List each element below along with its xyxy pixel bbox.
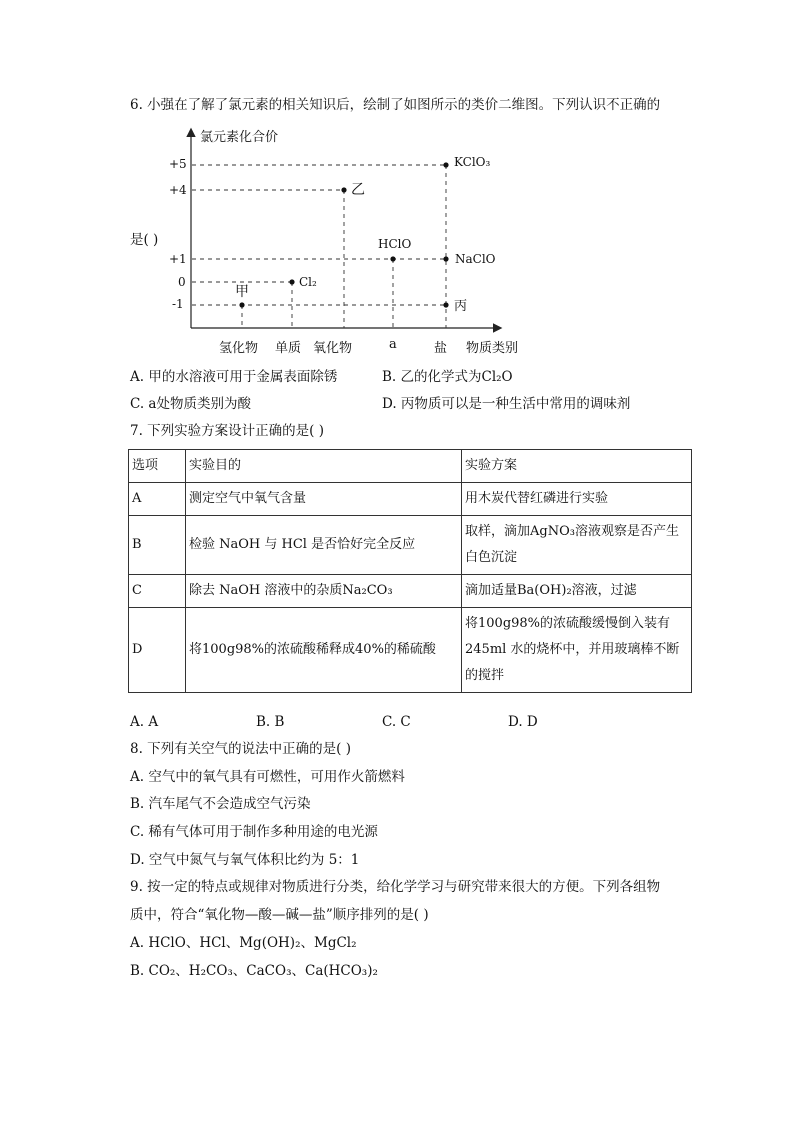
q6-stem-line2: 是( ) xyxy=(130,232,159,248)
q6-option-c[interactable]: C. a处物质类别为酸 xyxy=(130,396,251,412)
label-hclo: HClO xyxy=(378,237,412,251)
label-naclo: NaClO xyxy=(455,252,496,266)
cell-option: C xyxy=(129,575,186,608)
q9-stem-line2: 质中，符合“氧化物—酸—碱—盐”顺序排列的是( ) xyxy=(130,907,429,923)
label-yi: 乙 xyxy=(351,182,365,198)
x-cat-a: a xyxy=(389,337,397,352)
q9-option-a[interactable]: A. HClO、HCl、Mg(OH)₂、MgCl₂ xyxy=(130,935,357,951)
label-bing: 丙 xyxy=(454,299,468,314)
point-naclo xyxy=(443,256,448,261)
table-header-row xyxy=(129,450,692,483)
cell-option: B xyxy=(129,516,186,575)
cell-option: D xyxy=(129,608,186,693)
x-cat-salt: 盐 xyxy=(434,341,448,356)
x-axis-title: 物质类别 xyxy=(466,341,519,356)
cell-plan: 取样，滴加AgNO₃溶液观察是否产生白色沉淀 xyxy=(462,516,692,575)
y-tick-plus5: +5 xyxy=(169,157,187,171)
q7-option-a[interactable]: A. A xyxy=(130,714,159,730)
table-row xyxy=(129,516,692,575)
x-cat-element: 单质 xyxy=(275,341,302,356)
cell-goal: 除去 NaOH 溶液中的杂质Na₂CO₃ xyxy=(186,575,462,608)
q8-option-c[interactable]: C. 稀有气体可用于制作多种用途的电光源 xyxy=(130,824,378,840)
point-kclo3 xyxy=(443,162,448,167)
q6-option-a[interactable]: A. 甲的水溶液可用于金属表面除锈 xyxy=(130,369,338,385)
q7-stem: 7. 下列实验方案设计正确的是( ) xyxy=(130,423,324,439)
header-option: 选项 xyxy=(129,450,186,483)
point-jia xyxy=(239,302,244,307)
x-cat-hydride: 氢化物 xyxy=(219,341,259,356)
y-tick-minus1: -1 xyxy=(172,297,184,311)
table-row xyxy=(129,483,692,516)
label-cl2: Cl₂ xyxy=(299,275,317,289)
point-hclo xyxy=(390,256,395,261)
q8-option-d[interactable]: D. 空气中氮气与氧气体积比约为 5：1 xyxy=(130,852,360,868)
experiment-table xyxy=(128,449,692,693)
header-plan: 实验方案 xyxy=(462,450,692,483)
q8-stem: 8. 下列有关空气的说法中正确的是( ) xyxy=(130,741,351,757)
cell-goal: 检验 NaOH 与 HCl 是否恰好完全反应 xyxy=(186,516,462,575)
x-cat-oxide: 氧化物 xyxy=(313,341,353,356)
cell-option: A xyxy=(129,483,186,516)
q6-stem-line1: 6. 小强在了解了氯元素的相关知识后，绘制了如图所示的类价二维图。下列认识不正确的 xyxy=(130,97,661,113)
q8-option-a[interactable]: A. 空气中的氧气具有可燃性，可用作火箭燃料 xyxy=(130,769,405,785)
label-jia: 甲 xyxy=(235,284,249,300)
q7-option-b[interactable]: B. B xyxy=(256,714,285,730)
point-yi xyxy=(341,187,346,192)
point-bing xyxy=(443,302,448,307)
q9-stem-line1: 9. 按一定的特点或规律对物质进行分类，给化学学习与研究带来很大的方便。下列各组物 xyxy=(130,879,661,895)
header-goal: 实验目的 xyxy=(186,450,462,483)
q7-option-d[interactable]: D. D xyxy=(508,714,538,730)
cell-goal: 测定空气中氧气含量 xyxy=(186,483,462,516)
q6-option-b[interactable]: B. 乙的化学式为Cl₂O xyxy=(382,369,513,385)
cell-goal: 将100g98%的浓硫酸稀释成40%的稀硫酸 xyxy=(186,608,462,693)
q7-option-c[interactable]: C. C xyxy=(382,714,411,730)
q6-option-d[interactable]: D. 丙物质可以是一种生活中常用的调味剂 xyxy=(382,396,631,412)
cell-plan: 用木炭代替红磷进行实验 xyxy=(462,483,692,516)
y-axis-title: 氯元素化合价 xyxy=(200,130,279,145)
q8-option-b[interactable]: B. 汽车尾气不会造成空气污染 xyxy=(130,796,311,812)
q9-option-b[interactable]: B. CO₂、H₂CO₃、CaCO₃、Ca(HCO₃)₂ xyxy=(130,963,378,979)
y-tick-plus4: +4 xyxy=(169,183,187,197)
y-tick-zero: 0 xyxy=(178,275,186,289)
table-row xyxy=(129,608,692,693)
cell-plan: 将100g98%的浓硫酸缓慢倒入装有245ml 水的烧杯中，并用玻璃棒不断的搅拌 xyxy=(462,608,692,693)
point-cl2 xyxy=(289,279,294,284)
table-row xyxy=(129,575,692,608)
cell-plan: 滴加适量Ba(OH)₂溶液，过滤 xyxy=(462,575,692,608)
y-tick-plus1: +1 xyxy=(169,252,187,266)
label-kclo3: KClO₃ xyxy=(454,155,491,169)
